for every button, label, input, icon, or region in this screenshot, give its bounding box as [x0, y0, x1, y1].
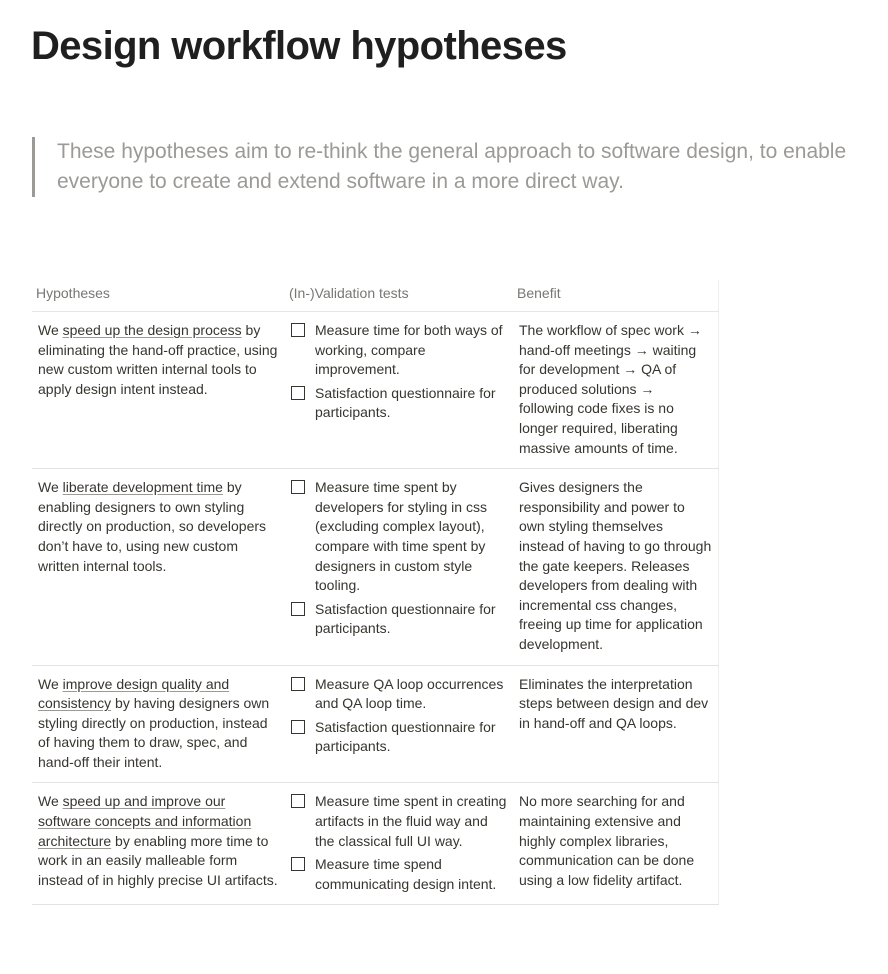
benefit-cell[interactable]: Eliminates the interpretation steps between design and dev in hand-off and QA loops. [513, 665, 718, 783]
table-row [32, 469, 718, 665]
tests-cell[interactable] [285, 469, 513, 665]
hypothesis-link[interactable]: liberate development time [62, 479, 223, 496]
column-header-validation-tests[interactable]: (In-)Validation tests [285, 280, 513, 312]
todo-item [291, 600, 507, 639]
hypothesis-text: by eliminating the hand-off practice, using new custom written internal tools to apply design intent instead. [38, 322, 278, 397]
tests-cell[interactable] [285, 665, 513, 783]
checkbox[interactable] [291, 857, 305, 871]
table-row [32, 665, 718, 783]
todo-text: Measure QA loop occurrences and QA loop time. [315, 675, 504, 712]
page-title: Design workflow hypotheses [31, 24, 567, 68]
todo-text: Satisfaction questionnaire for participants. [315, 600, 496, 637]
hypothesis-cell[interactable] [32, 469, 285, 665]
table-header-row [32, 280, 718, 312]
hypothesis-prefix: We [38, 479, 63, 496]
todo-text: Measure time spent in creating artifacts in the fluid way and the classical full UI way. [315, 793, 507, 849]
todo-text: Satisfaction questionnaire for participants. [315, 718, 496, 755]
benefit-cell[interactable]: The workflow of spec work → hand-off meetings → waiting for development → QA of produced solutions → following code fixes is no longer required, liberating massive amounts of time. [513, 312, 718, 469]
checkbox[interactable] [291, 480, 305, 494]
hypothesis-cell[interactable] [32, 312, 285, 469]
hypothesis-prefix: We [38, 675, 63, 692]
hypothesis-link[interactable]: speed up and improve our software concepts and information architecture [38, 793, 252, 849]
hypothesis-link[interactable]: speed up the design process [62, 322, 242, 338]
checkbox[interactable] [291, 794, 305, 808]
hypothesis-text: by enabling more time to work in an easily malleable form instead of in highly precise UI artifacts. [38, 832, 278, 888]
tests-cell[interactable] [285, 312, 513, 469]
todo-item [291, 855, 507, 894]
hypothesis-link[interactable]: improve design quality and consistency [38, 675, 230, 712]
benefit-cell[interactable]: Gives designers the responsibility and power to own styling themselves instead of having to go through the gate keepers. Releases developers from dealing with incremental css changes, freeing up time for application development. [513, 469, 718, 665]
table-row [32, 783, 718, 905]
checkbox[interactable] [291, 386, 305, 400]
hypothesis-text: by having designers own styling directly on production, instead of having them to draw, spec, and hand-off their intent. [38, 695, 270, 770]
hypothesis-prefix: We [38, 322, 63, 338]
column-header-hypotheses[interactable]: Hypotheses [32, 280, 285, 312]
tests-cell[interactable] [285, 783, 513, 905]
todo-text: Satisfaction questionnaire for participants. [315, 384, 496, 421]
todo-item [291, 792, 507, 851]
intro-quote: These hypotheses aim to re-think the general approach to software design, to enable everyone to create and extend software in a more direct way. [32, 137, 852, 197]
todo-text: Measure time for both ways of working, compare improvement. [315, 322, 503, 378]
todo-item [291, 321, 507, 380]
benefit-cell[interactable]: No more searching for and maintaining extensive and highly complex libraries, communication can be done using a low fidelity artifact. [513, 783, 718, 905]
hypothesis-cell[interactable] [32, 665, 285, 783]
checkbox[interactable] [291, 602, 305, 616]
hypotheses-table [32, 280, 719, 905]
todo-item [291, 384, 507, 423]
checkbox[interactable] [291, 720, 305, 734]
todo-text: Measure time spend communicating design intent. [315, 856, 497, 892]
column-header-benefit[interactable]: Benefit [513, 280, 718, 312]
checkbox[interactable] [291, 323, 305, 337]
hypothesis-cell[interactable] [32, 783, 285, 905]
todo-text: Measure time spent by developers for styling in css (excluding complex layout), compare with time spent by designers in custom style tooling. [315, 479, 487, 594]
hypothesis-prefix: We [38, 793, 63, 810]
todo-item [291, 478, 507, 596]
todo-item [291, 718, 507, 757]
checkbox[interactable] [291, 677, 305, 691]
hypothesis-text: by enabling designers to own styling directly on production, so developers don’t have to, using new custom written internal tools. [38, 479, 267, 574]
todo-item [291, 675, 507, 714]
table-row [32, 312, 718, 469]
